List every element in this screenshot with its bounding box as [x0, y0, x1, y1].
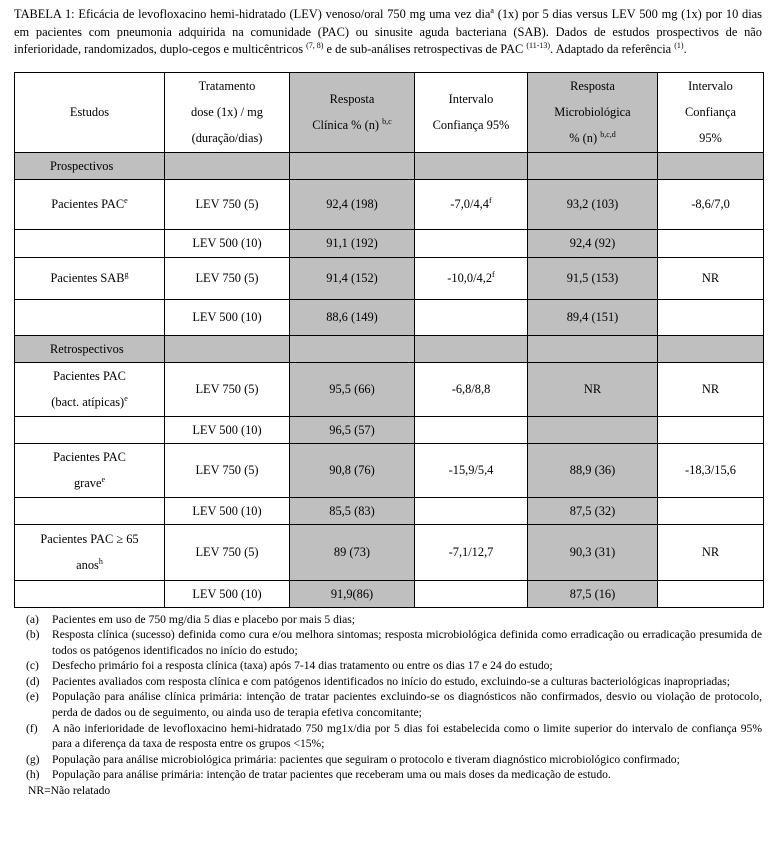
footnote-text: Resposta clínica (sucesso) definida como cura e/ou melhora sintomas; resposta microbiológica definida como erradicação ou erradicação presumida de todos os patógenos identificados no início do estudo; [52, 628, 762, 657]
treatment-cell: LEV 500 (10) [165, 497, 290, 524]
treatment-cell: LEV 500 (10) [165, 229, 290, 257]
ci-cell [415, 299, 528, 335]
footnote-text: A não inferioridade de levofloxacino hemi-hidratado 750 mg1x/dia por 5 dias foi estabelecida como o limite superior do intervalo de confiança 95% para a diferença da taxa de resposta entre os grupos <15%; [52, 721, 762, 751]
footnote [14, 752, 762, 768]
efficacy-table [14, 72, 764, 608]
ci-cell: -10,0/4,2$^f$ [415, 257, 528, 299]
footnote-label: (f) [26, 721, 38, 735]
clinical-response-cell: 91,4 (152) [290, 257, 415, 299]
treatment-cell: LEV 500 (10) [165, 299, 290, 335]
study-cell: Pacientes PAC grave$^e$ [15, 443, 165, 497]
study-cell [15, 229, 165, 257]
clinical-response-cell: 85,5 (83) [290, 497, 415, 524]
ci-cell [415, 416, 528, 443]
footnote [14, 721, 762, 752]
footnote-label: (a) [26, 612, 39, 626]
treatment-cell: LEV 500 (10) [165, 416, 290, 443]
section-label: Retrospectivos [15, 335, 165, 362]
ci-cell: -7,1/12,7 [415, 524, 528, 580]
table-row [15, 179, 764, 229]
clinical-response-cell: 91,1 (192) [290, 229, 415, 257]
study-cell: Pacientes PAC (bact. atípicas)$^e$ [15, 362, 165, 416]
footnote-label: (g) [26, 752, 40, 766]
footnote-text: População para análise clínica primária: intenção de tratar pacientes excluindo-se os diagnósticos não confirmados, desvio ou violação de protocolo, perda de dados ou de seguimento, ou ainda uso de terapia efetiva concomitante; [52, 690, 762, 720]
section-cell [658, 152, 764, 179]
ci-cell [415, 580, 528, 607]
table-row [15, 580, 764, 607]
section-cell [528, 335, 658, 362]
clinical-response-cell: 91,9(86) [290, 580, 415, 607]
clinical-response-cell: 88,6 (149) [290, 299, 415, 335]
study-cell [15, 580, 165, 607]
footnote [14, 658, 762, 674]
header-intervalo-confianca-2: Intervalo Confiança 95% [658, 72, 764, 152]
micro-response-cell: 90,3 (31) [528, 524, 658, 580]
ci2-cell [658, 229, 764, 257]
micro-response-cell [528, 416, 658, 443]
footnote [14, 627, 762, 658]
ci2-cell: -8,6/7,0 [658, 179, 764, 229]
table-caption [14, 6, 762, 59]
section-cell [290, 152, 415, 179]
header-resposta-microbiologica: Resposta Microbiológica % (n) $^{b,c,d}$ [528, 72, 658, 152]
clinical-response-cell: 89 (73) [290, 524, 415, 580]
study-cell [15, 299, 165, 335]
clinical-response-cell: 90,8 (76) [290, 443, 415, 497]
ci2-cell: -18,3/15,6 [658, 443, 764, 497]
study-cell: Pacientes SAB$^g$ [15, 257, 165, 299]
table-row [15, 443, 764, 497]
caption-sup: a [490, 5, 494, 15]
section-row-prospectivos [15, 152, 764, 179]
table-row [15, 229, 764, 257]
section-cell [165, 335, 290, 362]
header-intervalo-confianca: Intervalo Confiança 95% [415, 72, 528, 152]
caption-sup: (1) [674, 40, 684, 50]
ci-cell [415, 229, 528, 257]
caption-text: e de sub-análises retrospectivas de PAC [323, 42, 527, 56]
section-cell [658, 335, 764, 362]
table-row [15, 497, 764, 524]
table-row [15, 299, 764, 335]
ci2-cell [658, 497, 764, 524]
section-cell [528, 152, 658, 179]
clinical-response-cell: 96,5 (57) [290, 416, 415, 443]
caption-text: (1x) por 5 dias versus LEV 500 mg (1x) por 10 dias em pacientes com pneumonia adquirida na comunidade (PAC) ou sinusite aguda bacteriana (SAB). Dados de estudos prospectivos de não inferioridade, randomizados, duplo-cegos e multicêntricos [14, 7, 762, 56]
ci-cell [415, 497, 528, 524]
table-header-row [15, 72, 764, 152]
micro-response-cell: 91,5 (153) [528, 257, 658, 299]
footnote-label: (h) [26, 768, 40, 782]
study-cell [15, 416, 165, 443]
study-cell: Pacientes PAC ≥ 65 anos$^h$ [15, 524, 165, 580]
footnote [14, 689, 762, 720]
study-cell: Pacientes PAC$^e$ [15, 179, 165, 229]
table-row [15, 524, 764, 580]
ci-cell: -6,8/8,8 [415, 362, 528, 416]
footnote-text: População para análise primária: intenção de tratar pacientes que receberam uma ou mais doses da medicação de estudo. [52, 768, 611, 782]
ci2-cell: NR [658, 257, 764, 299]
caption-text: . Adaptado da referência [550, 42, 675, 56]
caption-sup: (11-13) [526, 40, 551, 50]
micro-response-cell: 88,9 (36) [528, 443, 658, 497]
section-label: Prospectivos [15, 152, 165, 179]
footnote-text: População para análise microbiológica primária: pacientes que seguiram o protocolo e tiveram diagnóstico microbiológico confirmado; [52, 752, 680, 766]
footnote [14, 612, 762, 628]
micro-response-cell: NR [528, 362, 658, 416]
section-cell [165, 152, 290, 179]
treatment-cell: LEV 750 (5) [165, 443, 290, 497]
header-resposta-clinica: Resposta Clínica % (n) $^{b,c}$ [290, 72, 415, 152]
caption-sup: (7, 8) [306, 40, 324, 50]
treatment-cell: LEV 750 (5) [165, 257, 290, 299]
section-cell [415, 152, 528, 179]
clinical-response-cell: 92,4 (198) [290, 179, 415, 229]
footnote-label: (e) [26, 690, 39, 704]
ci2-cell [658, 299, 764, 335]
ci2-cell: NR [658, 524, 764, 580]
micro-response-cell: 87,5 (16) [528, 580, 658, 607]
footnote-label: (b) [26, 628, 40, 642]
treatment-cell: LEV 750 (5) [165, 524, 290, 580]
ci2-cell: NR [658, 362, 764, 416]
caption-text: TABELA 1: Eficácia de levofloxacino hemi-hidratado (LEV) venoso/oral 750 mg uma vez dia [14, 7, 491, 21]
ci2-cell [658, 416, 764, 443]
nr-legend: NR=Não relatado [28, 784, 111, 798]
treatment-cell: LEV 750 (5) [165, 362, 290, 416]
footnote-text: Pacientes avaliados com resposta clínica e com patógenos identificados no início do estudo, excluindo-se a culturas bacteriológicas inapropriadas; [52, 674, 731, 688]
ci2-cell [658, 580, 764, 607]
section-cell [415, 335, 528, 362]
table-row [15, 362, 764, 416]
table-row [15, 416, 764, 443]
header-estudos: Estudos [15, 72, 165, 152]
table-row [15, 257, 764, 299]
caption-text: . [683, 42, 687, 56]
footnote-label: (d) [26, 674, 40, 688]
ci-cell: -7,0/4,4$^f$ [415, 179, 528, 229]
study-cell [15, 497, 165, 524]
footnote [14, 767, 762, 783]
micro-response-cell: 93,2 (103) [528, 179, 658, 229]
micro-response-cell: 89,4 (151) [528, 299, 658, 335]
micro-response-cell: 92,4 (92) [528, 229, 658, 257]
micro-response-cell: 87,5 (32) [528, 497, 658, 524]
clinical-response-cell: 95,5 (66) [290, 362, 415, 416]
treatment-cell: LEV 750 (5) [165, 179, 290, 229]
footnote [14, 674, 762, 690]
section-cell [290, 335, 415, 362]
footnote-text: Pacientes em uso de 750 mg/dia 5 dias e placebo por mais 5 dias; [52, 612, 355, 626]
header-tratamento: Tratamento dose (1x) / mg (duração/dias) [165, 72, 290, 152]
section-row-retrospectivos [15, 335, 764, 362]
footnote-text: Desfecho primário foi a resposta clínica (taxa) após 7-14 dias tratamento ou entre os dias 17 e 24 do estudo; [52, 659, 553, 673]
footnotes [14, 612, 762, 799]
footnote-label: (c) [26, 659, 39, 673]
treatment-cell: LEV 500 (10) [165, 580, 290, 607]
ci-cell: -15,9/5,4 [415, 443, 528, 497]
